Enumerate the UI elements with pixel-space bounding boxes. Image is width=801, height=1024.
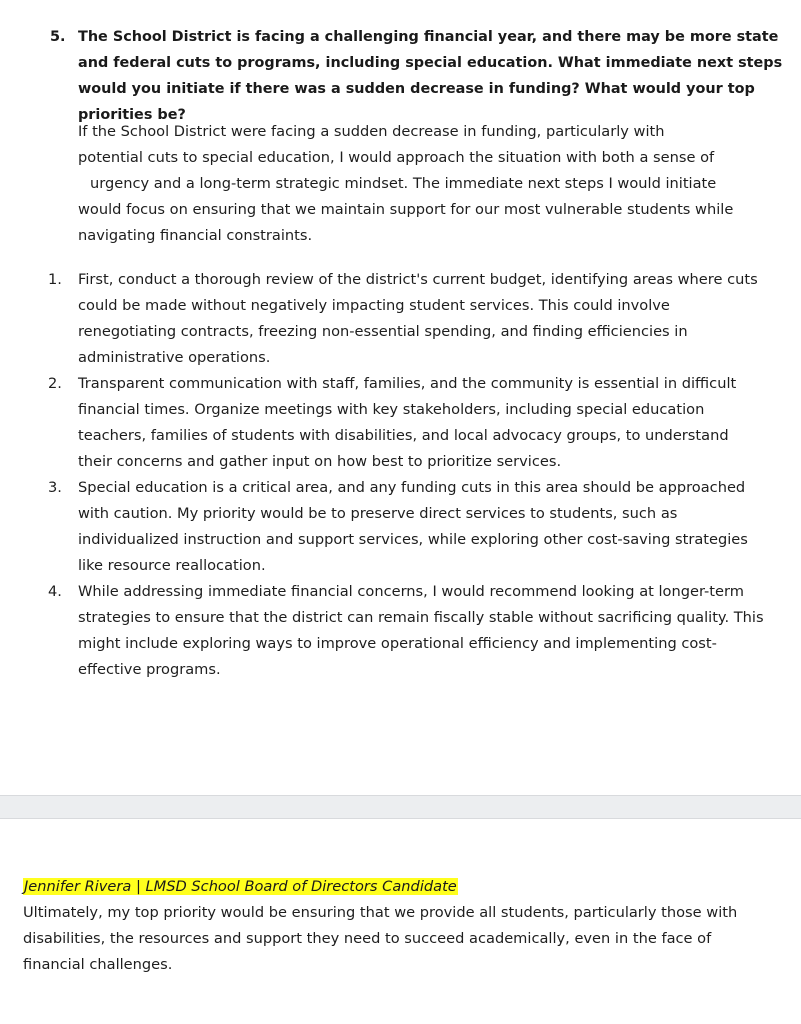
list-item-text bbox=[78, 579, 788, 683]
list-item-line: First, conduct a thorough review of the district's current budget, identifying areas where cuts bbox=[78, 271, 758, 288]
list-item-text bbox=[78, 267, 788, 371]
list-item bbox=[48, 579, 788, 683]
list-item-line: effective programs. bbox=[78, 661, 221, 678]
question-text: The School District is facing a challenging financial year, and there may be more state and federal cuts to programs, including special education. What immediate next steps would you initiate if there was a sudden decrease in funding? What would your top priorities be? bbox=[78, 29, 783, 123]
footer-section bbox=[23, 874, 793, 978]
intro-line: urgency and a long-term strategic mindset. The immediate next steps I would initiate bbox=[90, 175, 717, 192]
list-item-line: like resource reallocation. bbox=[78, 557, 266, 574]
list-item bbox=[48, 267, 788, 371]
list-item-line: While addressing immediate financial concerns, I would recommend looking at longer-term bbox=[78, 583, 744, 600]
question-number: 5. bbox=[50, 29, 66, 45]
list-item-line: Transparent communication with staff, families, and the community is essential in difficult bbox=[78, 375, 737, 392]
footer-line: financial challenges. bbox=[23, 956, 173, 973]
list-item-text bbox=[78, 371, 788, 475]
intro-line: If the School District were facing a sudden decrease in funding, particularly with bbox=[78, 123, 665, 140]
intro-line: potential cuts to special education, I would approach the situation with both a sense of bbox=[78, 149, 715, 166]
intro-paragraph bbox=[78, 119, 788, 249]
list-item-number: 3. bbox=[48, 479, 62, 496]
list-item-line: renegotiating contracts, freezing non-essential spending, and finding efficiencies in bbox=[78, 323, 688, 340]
list-item-number: 1. bbox=[48, 271, 62, 288]
list-item bbox=[48, 475, 788, 579]
list-item-number: 4. bbox=[48, 583, 62, 600]
list-item-line: Special education is a critical area, and any funding cuts in this area should be approached bbox=[78, 479, 746, 496]
footer-line: disabilities, the resources and support they need to succeed academically, even in the face of bbox=[23, 930, 712, 947]
list-item-line: with caution. My priority would be to preserve direct services to students, such as bbox=[78, 505, 678, 522]
intro-line: would focus on ensuring that we maintain support for our most vulnerable students while bbox=[78, 201, 734, 218]
footer-line: Ultimately, my top priority would be ensuring that we provide all students, particularly those with bbox=[23, 904, 738, 921]
list-item bbox=[48, 371, 788, 475]
list-item-line: might include exploring ways to improve operational efficiency and implementing cost- bbox=[78, 635, 717, 652]
list-item-number: 2. bbox=[48, 375, 62, 392]
list-item-line: strategies to ensure that the district can remain fiscally stable without sacrificing quality. This bbox=[78, 609, 764, 626]
intro-line: navigating financial constraints. bbox=[78, 227, 313, 244]
list-item-line: administrative operations. bbox=[78, 349, 271, 366]
list-item-line: individualized instruction and support services, while exploring other cost-saving strategies bbox=[78, 531, 748, 548]
question-block bbox=[50, 24, 785, 128]
list-item-line: could be made without negatively impacting student services. This could involve bbox=[78, 297, 670, 314]
candidate-header: Jennifer Rivera | LMSD School Board of Directors Candidate bbox=[24, 878, 457, 895]
page-divider bbox=[0, 795, 801, 819]
list-item-line: their concerns and gather input on how best to prioritize services. bbox=[78, 453, 562, 470]
steps-list bbox=[48, 267, 788, 683]
list-item-line: financial times. Organize meetings with key stakeholders, including special education bbox=[78, 401, 705, 418]
list-item-text bbox=[78, 475, 788, 579]
footer-header-line bbox=[23, 874, 793, 900]
list-item-line: teachers, families of students with disabilities, and local advocacy groups, to understand bbox=[78, 427, 729, 444]
